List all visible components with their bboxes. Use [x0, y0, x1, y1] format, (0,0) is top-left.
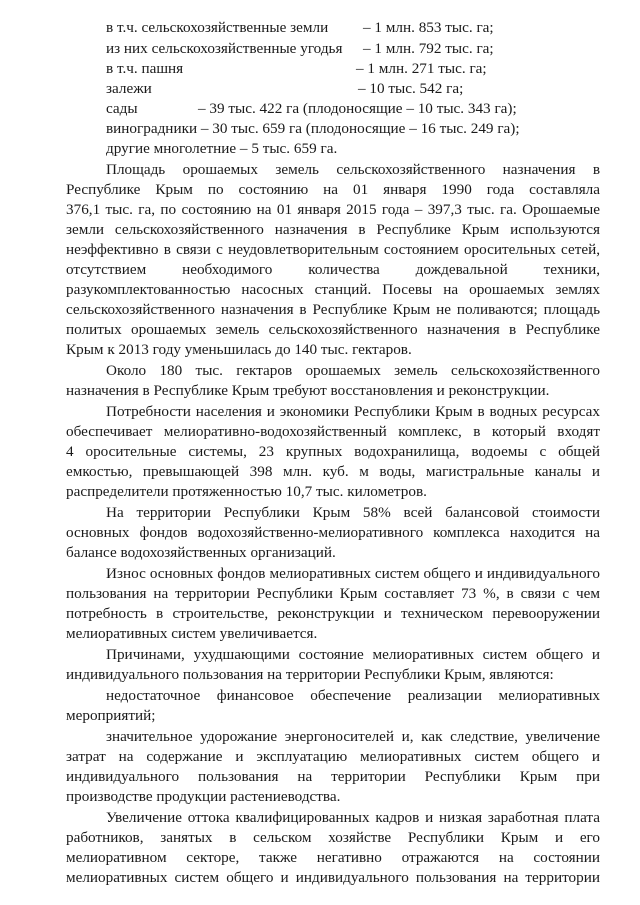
stat-value-arable: – 1 млн. 271 тыс. га; — [356, 60, 487, 77]
text-line: основных фондов водохозяйственно-мелиоративного комплекса находится на — [66, 524, 600, 541]
text-line: балансе водохозяйственных организаций. — [66, 544, 336, 561]
text-line: Потребности населения и экономики Республики Крым в водных ресурсах — [106, 403, 600, 420]
text-line: сельскохозяйственного назначения в Республике Крым не поливаются; площадь — [66, 301, 600, 318]
text-line: производстве продукции растениеводства. — [66, 788, 341, 805]
stat-label-gardens: сады — [106, 100, 138, 117]
stat-label-arable: в т.ч. пашня — [106, 60, 184, 77]
stat-value-agri-land: – 1 млн. 853 тыс. га; — [363, 19, 494, 36]
text-line: мероприятий; — [66, 707, 156, 724]
stat-label-agri-land: в т.ч. сельскохозяйственные земли — [106, 19, 329, 36]
text-line: 376,1 тыс. га, по состоянию на 01 января 2015 года – 397,3 тыс. га. Орошаемые — [66, 201, 600, 218]
text-line: значительное удорожание энергоносителей и, как следствие, увеличение — [106, 728, 600, 745]
text-line: мелиоративных систем общего и индивидуального пользования на территории — [66, 869, 600, 886]
text-line: Республике Крым по состоянию на 01 января 1990 года составляла — [66, 181, 600, 198]
text-line: земли сельскохозяйственного назначения в Республике Крым используются — [66, 221, 600, 238]
text-line: Износ основных фондов мелиоративных систем общего и индивидуального — [106, 565, 600, 582]
text-line: На территории Республики Крым 58% всей балансовой стоимости — [106, 504, 600, 521]
stat-vineyards: виноградники – 30 тыс. 659 га (плодоносящие – 16 тыс. 249 га); — [106, 120, 520, 137]
text-line: обеспечивает мелиоративно-водохозяйственный комплекс, в который входят — [66, 423, 600, 440]
text-line: Увеличение оттока квалифицированных кадров и низкая заработная плата — [106, 809, 600, 826]
text-line: Причинами, ухудшающими состояние мелиоративных систем общего и — [106, 646, 600, 663]
text-line: мелиоративном секторе, также негативно отражаются на состоянии — [66, 849, 600, 866]
text-line: Крым к 2013 году уменьшилась до 140 тыс. гектаров. — [66, 341, 412, 358]
stat-value-gardens: – 39 тыс. 422 га (плодоносящие – 10 тыс. 343 га); — [198, 100, 517, 117]
stat-label-fallow: залежи — [106, 80, 152, 97]
text-line: потребность в строительстве, реконструкции и техническом перевооружении — [66, 605, 600, 622]
stat-value-agri-lands: – 1 млн. 792 тыс. га; — [363, 40, 494, 57]
text-line: назначения в Республике Крым требуют восстановления и реконструкции. — [66, 382, 550, 399]
stat-perennials: другие многолетние – 5 тыс. 659 га. — [106, 140, 338, 157]
text-line: неэффективно в связи с неудовлетворительным состоянием оросительных сетей, — [66, 241, 600, 258]
stat-label-agri-lands: из них сельскохозяйственные угодья — [106, 40, 343, 57]
stat-value-fallow: – 10 тыс. 542 га; — [358, 80, 464, 97]
text-line: разукомплектованностью насосных станций. Посевы на орошаемых землях — [66, 281, 600, 298]
text-line: индивидуального пользования на территории Республики Крым при — [66, 768, 600, 785]
text-line: недостаточное финансовое обеспечение реализации мелиоративных — [106, 687, 600, 704]
text-line: мелиоративных систем увеличивается. — [66, 625, 318, 642]
text-line: Около 180 тыс. гектаров орошаемых земель сельскохозяйственного — [106, 362, 600, 379]
text-line: пользования на территории Республики Крым составляет 73 %, в связи с чем — [66, 585, 600, 602]
text-line: распределители протяженностью 10,7 тыс. километров. — [66, 483, 427, 500]
text-line: 4 оросительные системы, 23 крупных водохранилища, водоемы с общей — [66, 443, 600, 460]
text-line: затрат на содержание и эксплуатацию мелиоративных систем общего и — [66, 748, 600, 765]
text-line: отсутствием необходимого количества дождевальной техники, — [66, 261, 600, 278]
text-line: емкостью, превышающей 398 млн. куб. м воды, магистральные каналы и — [66, 463, 600, 480]
text-line: политых орошаемых земель сельскохозяйственного назначения в Республике — [66, 321, 600, 338]
text-line: индивидуального пользования на территории Республики Крым, являются: — [66, 666, 554, 683]
text-line: Площадь орошаемых земель сельскохозяйственного назначения в — [106, 161, 600, 178]
text-line: работников, занятых в сельском хозяйстве Республики Крым и его — [66, 829, 600, 846]
